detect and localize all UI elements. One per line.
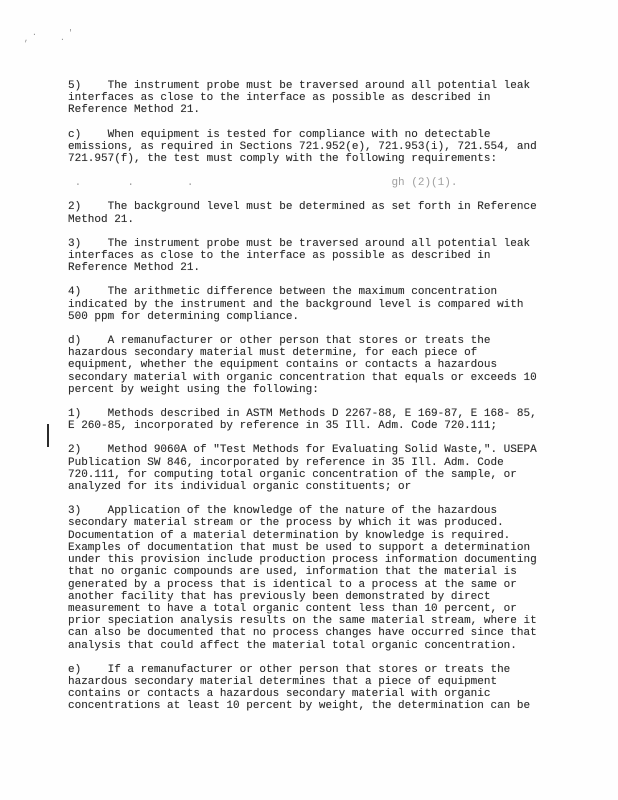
text-line: Documentation of a material determination by knowledge is required. [68, 529, 511, 542]
text-line: 3) The instrument probe must be traversed around all potential leak [68, 237, 531, 250]
text-line: 2) The background level must be determined as set forth in Reference [68, 201, 537, 214]
text-line: 4) The arithmetic difference between the maximum concentration [68, 286, 498, 299]
text-line: 2) Method 9060A of "Test Methods for Evaluating Solid Waste,". USEPA [68, 444, 537, 457]
scan-speck: , [24, 35, 29, 44]
text-line: Publication SW 846, incorporated by reference in 35 Ill. Adm. Code [68, 456, 504, 469]
text-line: interfaces as close to the interface as possible as described in [68, 92, 491, 105]
scan-speck: ' [68, 29, 73, 38]
paragraph-e-equipment-determination [68, 664, 568, 713]
text-line: . . . gh (2)(1). [68, 177, 458, 190]
paragraph-2-method-9060a [68, 444, 568, 493]
text-line: 720.111, for computing total organic concentration of the sample, or [68, 468, 517, 481]
margin-change-bar [47, 424, 49, 447]
paragraph-d-remanufacturer-determination [68, 335, 568, 396]
text-line: 500 ppm for determining compliance. [68, 310, 300, 323]
text-line: Reference Method 21. [68, 104, 201, 117]
text-line: under this provision include production process information documenting [68, 554, 537, 567]
text-line: 1) Methods described in ASTM Methods D 2267-88, E 169-87, E 168- 85, [68, 408, 537, 421]
text-line: secondary material stream or the process by which it was produced. [68, 517, 504, 530]
text-line: another facility that has previously been demonstrated by direct [68, 590, 491, 603]
paragraph-5-instrument-probe [68, 80, 568, 117]
text-line: interfaces as close to the interface as possible as described in [68, 250, 491, 263]
paragraph-4-arithmetic-difference [68, 286, 568, 323]
text-line: that no organic compounds are used, information that the material is [68, 566, 517, 579]
text-line: percent by weight using the following: [68, 383, 319, 396]
text-line: concentrations at least 10 percent by weight, the determination can be [68, 700, 531, 713]
text-line: hazardous secondary material determines that a piece of equipment [68, 675, 498, 688]
text-line: e) If a remanufacturer or other person that stores or treats the [68, 663, 511, 676]
text-line: Examples of documentation that must be used to support a determination [68, 541, 531, 554]
text-line: equipment, whether the equipment contains or contacts a hazardous [68, 359, 498, 372]
text-line: prior speciation analysis results on the same material stream, where it [68, 615, 537, 628]
text-line: 3) Application of the knowledge of the nature of the hazardous [68, 505, 498, 518]
paragraph-3-knowledge-application [68, 505, 568, 651]
text-line: generated by a process that is identical to a process at the same or [68, 578, 517, 591]
text-line: analysis that could affect the material total organic concentration. [68, 639, 517, 652]
text-line: Reference Method 21. [68, 262, 201, 275]
scan-speck: . [32, 29, 37, 38]
text-line: E 260-85, incorporated by reference in 35 Ill. Adm. Code 720.111; [68, 420, 498, 433]
paragraph-3-instrument-probe [68, 238, 568, 275]
text-line: 5) The instrument probe must be traversed around all potential leak [68, 80, 531, 92]
document-text [68, 80, 568, 725]
text-line: contains or contacts a hazardous secondary material with organic [68, 688, 491, 701]
paragraph-1-astm-methods [68, 408, 568, 432]
text-line: analyzed for its individual organic constituents; or [68, 481, 412, 494]
text-line: 721.957(f), the test must comply with the following requirements: [68, 153, 498, 166]
text-line: indicated by the instrument and the background level is compared with [68, 298, 524, 311]
text-line: measurement to have a total organic content less than 10 percent, or [68, 602, 517, 615]
text-line: emissions, as required in Sections 721.952(e), 721.953(i), 721.554, and [68, 140, 537, 153]
text-line: c) When equipment is tested for compliance with no detectable [68, 128, 491, 141]
scan-speck: . [60, 34, 65, 43]
paragraph-c-no-detectable-emissions [68, 129, 568, 166]
text-line: can also be documented that no process changes have occurred since that [68, 627, 537, 640]
text-line: hazardous secondary material must determine, for each piece of [68, 347, 478, 360]
text-line: Method 21. [68, 213, 135, 226]
text-line: secondary material with organic concentration that equals or exceeds 10 [68, 371, 537, 384]
text-line: d) A remanufacturer or other person that stores or treats the [68, 335, 491, 348]
paragraph-2-background-level [68, 201, 568, 225]
paragraph-faded-fragment [68, 177, 568, 189]
